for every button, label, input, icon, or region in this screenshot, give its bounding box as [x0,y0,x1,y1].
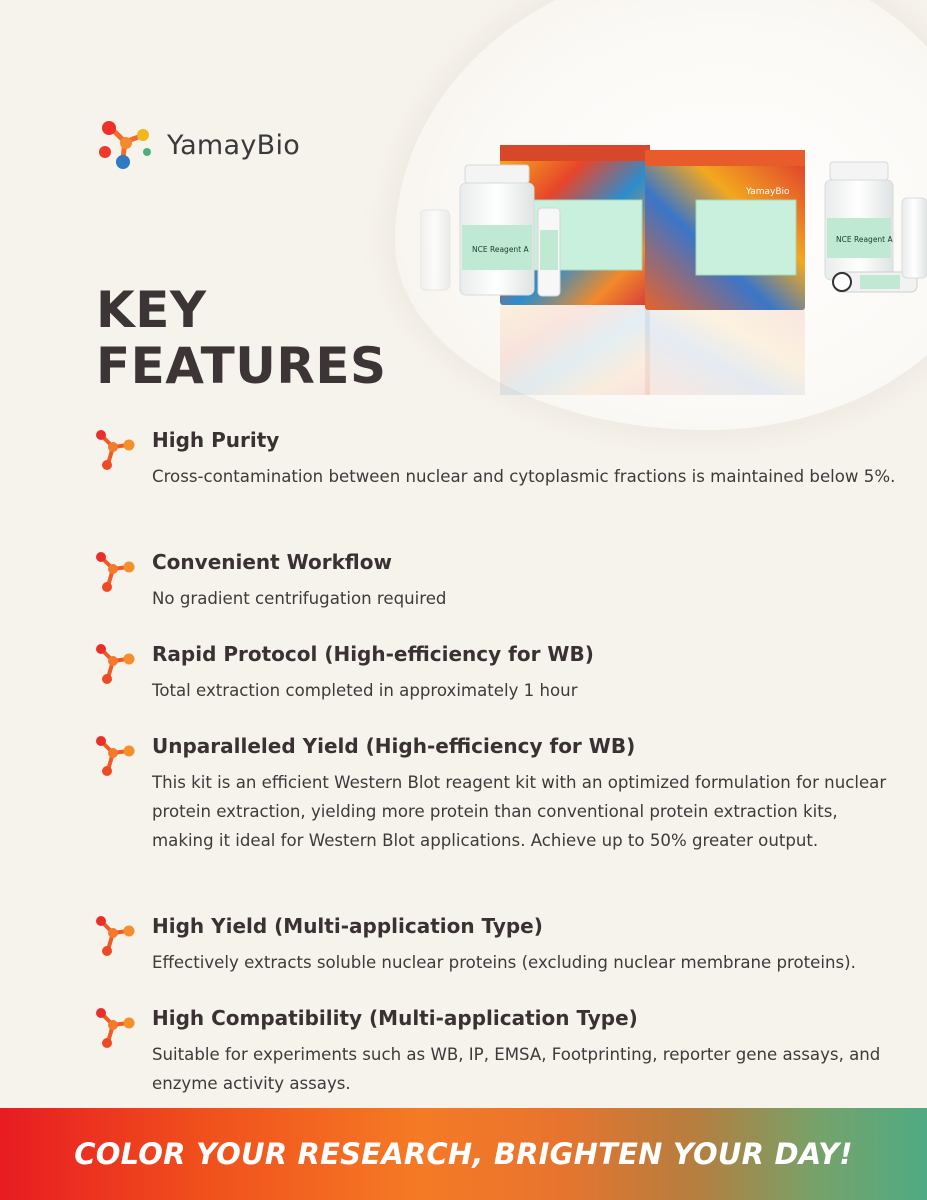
feature-description: Suitable for experiments such as WB, IP, EMSA, Footprinting, reporter gene assays, and enzyme activity assays. [152,1045,881,1093]
feature-title: Unparalleled Yield (High-efficiency for WB) [152,734,636,758]
yamaybio-logo-icon [97,118,153,172]
molecule-icon [94,914,136,958]
feature-title: High Purity [152,428,280,452]
feature-description: Total extraction completed in approximately 1 hour [152,681,578,700]
bottle-label-left: NCE Reagent A [472,245,529,254]
molecule-icon [94,428,136,472]
box-brand-label: YamayBio [746,187,790,197]
brand-logo [97,118,300,172]
feature-description: Effectively extracts soluble nuclear proteins (excluding nuclear membrane proteins). [152,953,856,972]
feature-title: High Compatibility (Multi-application Type) [152,1006,638,1030]
molecule-icon [94,642,136,686]
feature-description: No gradient centrifugation required [152,589,447,608]
page-title [96,282,387,394]
feature-title: High Yield (Multi-application Type) [152,914,543,938]
feature-description: Cross-contamination between nuclear and cytoplasmic fractions is maintained below 5%. [152,467,896,486]
feature-title: Convenient Workflow [152,550,392,574]
bottle-label-right: NCE Reagent A [836,235,893,244]
footer-banner [0,1108,927,1200]
brand-name: YamayBio [167,129,301,161]
molecule-icon [94,734,136,778]
feature-title: Rapid Protocol (High-efficiency for WB) [152,642,594,666]
product-image [420,140,927,420]
page-title-line-2: FEATURES [96,337,387,395]
molecule-icon [94,1006,136,1050]
molecule-icon [94,550,136,594]
feature-description: This kit is an efficient Western Blot reagent kit with an optimized formulation for nuclear protein extraction, yielding more protein than conventional protein extraction kits, making it ideal for Western Blot applications. Achieve up to 50% greater output. [152,773,887,850]
footer-tagline: COLOR YOUR RESEARCH, BRIGHTEN YOUR DAY! [74,1137,853,1171]
page-title-line-1: KEY [96,281,207,339]
